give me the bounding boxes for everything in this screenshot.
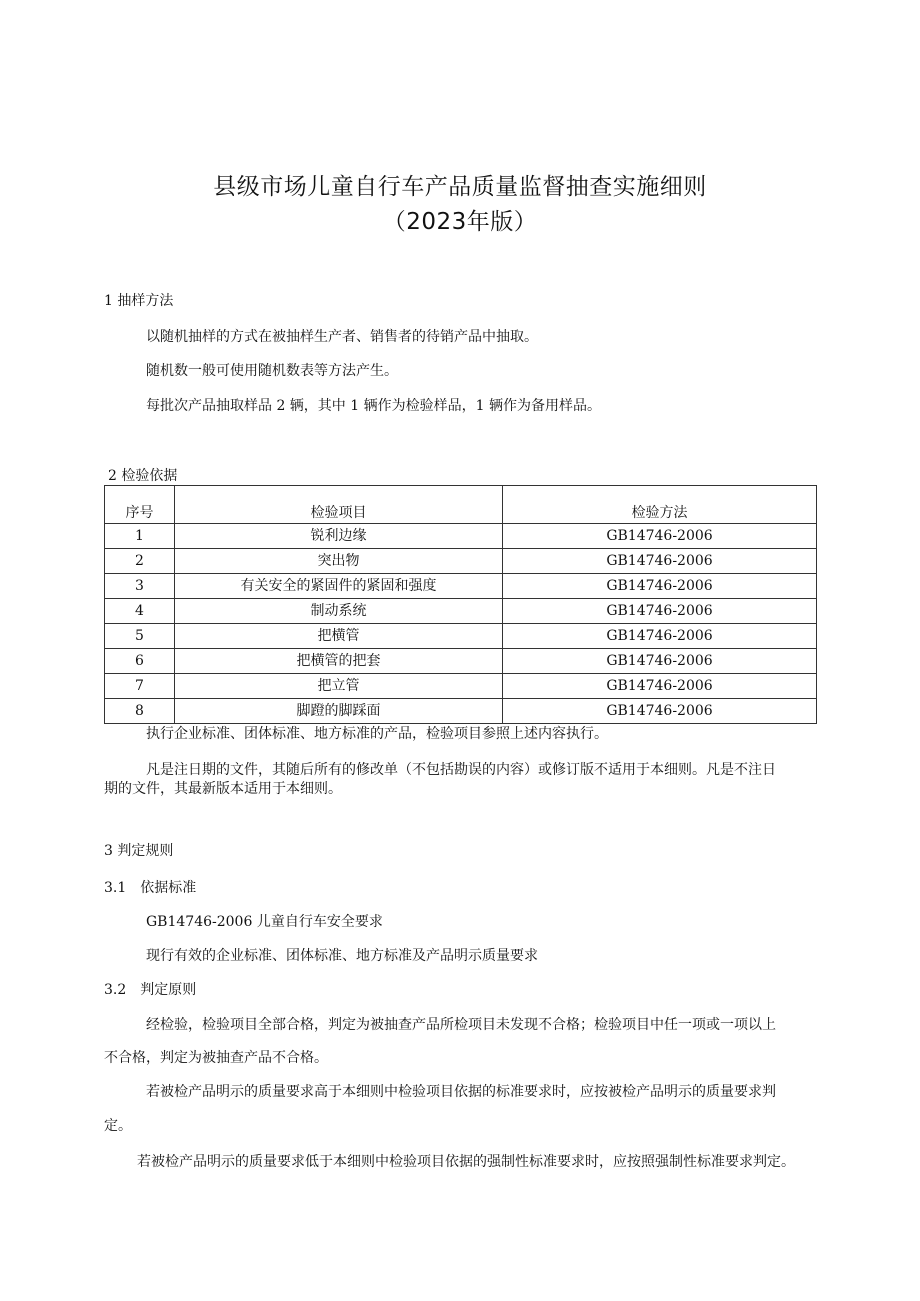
section-2-heading: 2 检验依据 [108, 468, 178, 484]
document-subtitle: （2023年版） [382, 209, 538, 235]
cell-number: 4 [105, 599, 175, 624]
subsection-3-1-heading: 3.1 依据标准 [104, 880, 197, 896]
judgement-paragraph-continued: 定。 [104, 1118, 132, 1134]
cell-method: GB14746-2006 [503, 599, 817, 624]
table-row [105, 649, 817, 674]
judgement-paragraph: 若被检产品明示的质量要求低于本细则中检验项目依据的强制性标准要求时，应按照强制性标准要求判定。 [137, 1154, 795, 1170]
judgement-paragraph-continued: 不合格，判定为被抽查产品不合格。 [104, 1050, 328, 1066]
section-1-paragraph: 随机数一般可使用随机数表等方法产生。 [146, 363, 398, 379]
cell-number: 3 [105, 574, 175, 599]
table-row [105, 674, 817, 699]
table-row [105, 524, 817, 549]
table-row [105, 549, 817, 574]
cell-method: GB14746-2006 [503, 674, 817, 699]
cell-number: 5 [105, 624, 175, 649]
cell-item: 把横管的把套 [175, 649, 503, 674]
cell-item: 制动系统 [175, 599, 503, 624]
table-row [105, 624, 817, 649]
header-item: 检验项目 [175, 486, 503, 524]
subsection-3-1-item: 现行有效的企业标准、团体标准、地方标准及产品明示质量要求 [146, 948, 538, 964]
document-title: 县级市场儿童自行车产品质量监督抽查实施细则 [213, 174, 707, 200]
cell-method: GB14746-2006 [503, 624, 817, 649]
inspection-table [104, 485, 817, 724]
cell-method: GB14746-2006 [503, 649, 817, 674]
cell-method: GB14746-2006 [503, 574, 817, 599]
subsection-3-1-item: GB14746-2006 儿童自行车安全要求 [146, 914, 383, 930]
cell-number: 8 [105, 699, 175, 724]
cell-method: GB14746-2006 [503, 549, 817, 574]
header-method: 检验方法 [503, 486, 817, 524]
section-3-heading: 3 判定规则 [104, 843, 174, 859]
judgement-paragraph: 若被检产品明示的质量要求高于本细则中检验项目依据的标准要求时，应按被检产品明示的质量要求判 [146, 1084, 776, 1100]
cell-item: 把立管 [175, 674, 503, 699]
section-2-note: 凡是注日期的文件，其随后所有的修改单（不包括勘误的内容）或修订版不适用于本细则。凡是不注日 [146, 762, 776, 778]
section-1-heading: 1 抽样方法 [104, 293, 174, 309]
cell-item: 有关安全的紧固件的紧固和强度 [175, 574, 503, 599]
cell-method: GB14746-2006 [503, 524, 817, 549]
cell-item: 锐利边缘 [175, 524, 503, 549]
cell-number: 2 [105, 549, 175, 574]
cell-number: 1 [105, 524, 175, 549]
cell-method: GB14746-2006 [503, 699, 817, 724]
table-row [105, 599, 817, 624]
cell-item: 脚蹬的脚踩面 [175, 699, 503, 724]
section-2-note-continued: 期的文件，其最新版本适用于本细则。 [104, 781, 342, 797]
table-row [105, 699, 817, 724]
header-number: 序号 [105, 486, 175, 524]
section-1-paragraph: 每批次产品抽取样品 2 辆，其中 1 辆作为检验样品，1 辆作为备用样品。 [146, 398, 601, 414]
section-1-paragraph: 以随机抽样的方式在被抽样生产者、销售者的待销产品中抽取。 [146, 329, 538, 345]
subsection-3-2-heading: 3.2 判定原则 [104, 982, 197, 998]
cell-item: 突出物 [175, 549, 503, 574]
cell-number: 6 [105, 649, 175, 674]
section-2-note: 执行企业标准、团体标准、地方标准的产品，检验项目参照上述内容执行。 [146, 726, 608, 742]
table-header-row [105, 486, 817, 524]
cell-number: 7 [105, 674, 175, 699]
judgement-paragraph: 经检验，检验项目全部合格，判定为被抽查产品所检项目未发现不合格；检验项目中任一项或一项以上 [146, 1017, 776, 1033]
cell-item: 把横管 [175, 624, 503, 649]
table-row [105, 574, 817, 599]
